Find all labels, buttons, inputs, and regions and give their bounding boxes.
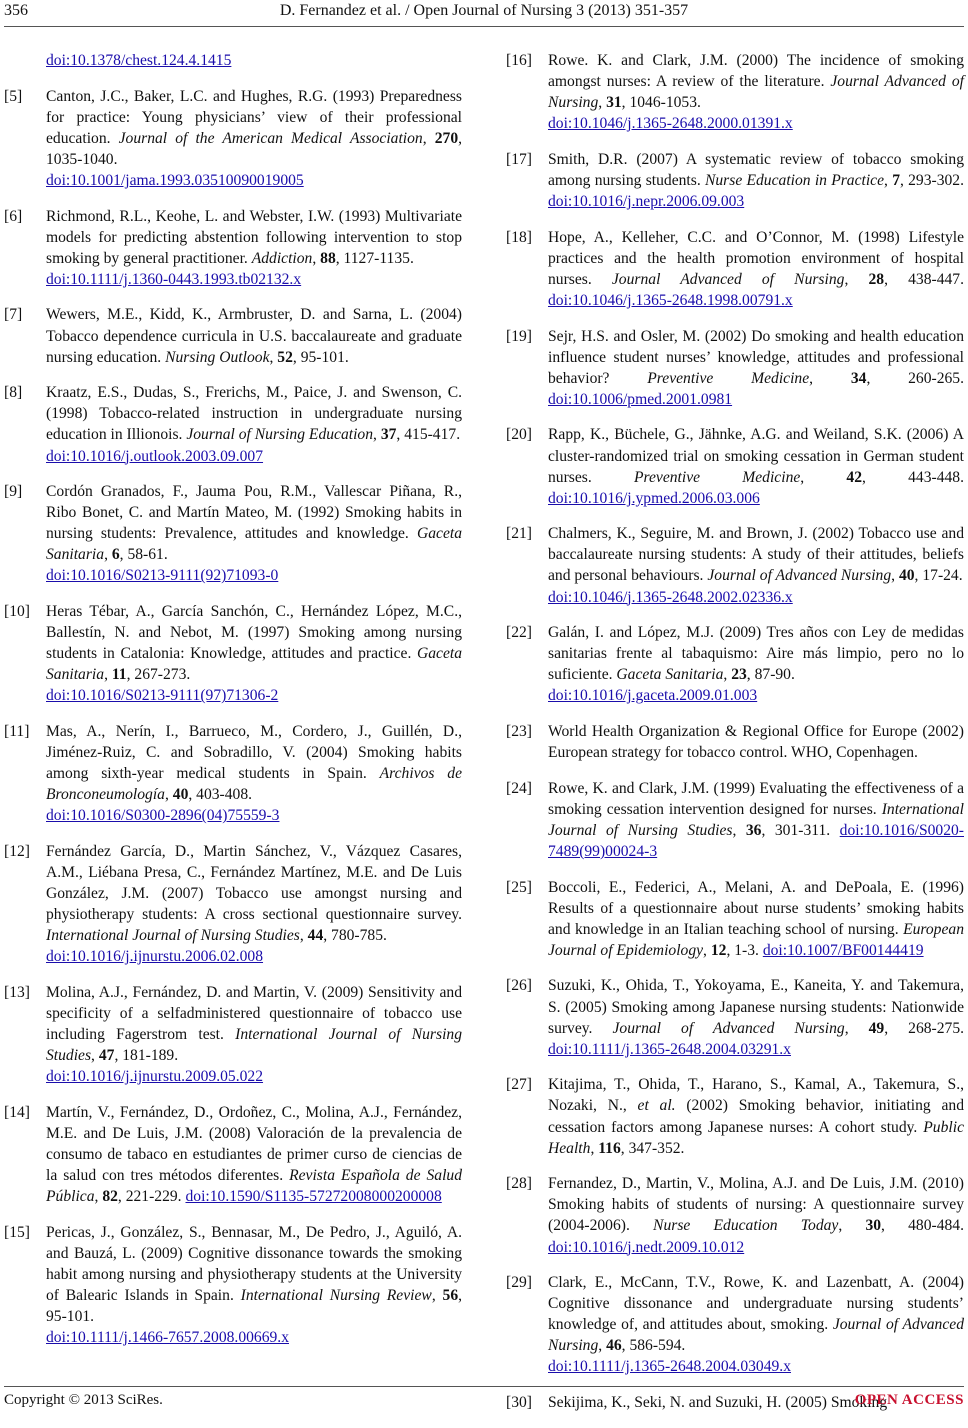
reference-separator: , xyxy=(590,1139,599,1157)
reference-authors: Wewers, M.E., Kidd, K., Armbruster, D. and Sarna, L. (2004) Tobacco dependence curricula in U.S. baccalaureate and graduate nursing education. xyxy=(46,306,462,366)
reference-number: [5] xyxy=(4,87,23,105)
reference-volume: 30 xyxy=(865,1217,882,1235)
reference-number: [17] xyxy=(506,150,532,168)
reference-authors: Rapp, K., Büchele, G., Jähnke, A.G. and Weiland, S.K. (2006) A cluster-randomized trial on smoking cessation in German student nurses. xyxy=(548,426,964,486)
reference-pages: , 586-594. xyxy=(621,1337,686,1355)
reference-entry xyxy=(4,1222,462,1349)
doi-link[interactable]: doi:10.1111/j.1365-2648.2004.03049.x xyxy=(548,1358,791,1376)
reference-number: [10] xyxy=(4,603,30,621)
reference-separator: , xyxy=(422,129,435,147)
doi-link[interactable]: doi:10.1016/j.nedt.2009.10.012 xyxy=(548,1238,745,1256)
reference-entry xyxy=(506,721,964,763)
reference-volume: 47 xyxy=(98,1047,115,1065)
reference-volume: 88 xyxy=(320,249,336,267)
doi-link[interactable]: doi:10.1006/pmed.2001.0981 xyxy=(548,390,733,408)
reference-journal: Journal of Nursing Education xyxy=(186,426,374,444)
reference-pages: , 1046-1053. xyxy=(621,94,701,112)
reference-separator: , xyxy=(891,567,899,585)
reference-pages: , 87-90. xyxy=(746,666,795,684)
reference-separator: , xyxy=(312,249,321,267)
reference-journal: International Journal of Nursing Studies xyxy=(46,927,300,945)
reference-entry xyxy=(4,382,462,466)
running-title: D. Fernandez et al. / Open Journal of Nursing 3 (2013) 351-357 xyxy=(279,2,689,19)
reference-separator: , xyxy=(104,546,112,564)
reference-authors: Kraatz, E.S., Dudas, S., Frerichs, M., Paice, J. and Swenson, C. (1998) Tobacco-related instruction in undergraduate nursing education in Illionois. xyxy=(46,384,462,444)
reference-authors: Galán, I. and López, M.J. (2009) Tres años con Ley de medidas sanitarias frente al tabaquismo: Aire más limpio, pero no lo suficiente. xyxy=(548,624,964,684)
reference-volume: 31 xyxy=(606,94,622,112)
reference-volume: 28 xyxy=(868,270,885,288)
reference-number: [14] xyxy=(4,1104,30,1122)
reference-pages: , 780-785. xyxy=(323,927,387,945)
reference-journal: Gaceta Sanitaria xyxy=(46,645,462,684)
reference-text xyxy=(548,525,964,607)
reference-volume: 52 xyxy=(277,348,293,366)
reference-number: [25] xyxy=(506,878,532,896)
reference-entry xyxy=(506,778,964,862)
doi-link[interactable]: doi:10.1111/j.1466-7657.2008.00669.x xyxy=(46,1329,289,1347)
reference-continuation xyxy=(4,50,462,71)
reference-text xyxy=(46,88,462,191)
reference-text xyxy=(548,426,964,506)
reference-number: [15] xyxy=(4,1224,30,1241)
doi-link[interactable]: doi:10.1111/j.1360-0443.1993.tb02132.x xyxy=(46,270,302,288)
reference-text xyxy=(46,483,462,586)
reference-entry xyxy=(506,877,964,961)
reference-number: [27] xyxy=(506,1076,532,1094)
doi-link[interactable]: doi:10.1111/j.1365-2648.2004.03291.x xyxy=(548,1040,791,1058)
reference-journal: International Journal of Nursing Studies xyxy=(46,1026,462,1065)
reference-number: [30] xyxy=(506,1394,532,1412)
reference-pages: , 268-275. xyxy=(884,1019,965,1037)
doi-link[interactable]: doi:10.1016/j.ijnurstu.2006.02.008 xyxy=(46,948,264,966)
reference-separator: , xyxy=(844,270,869,288)
reference-journal: Journal Advanced of Nursing xyxy=(548,73,964,112)
reference-number: [9] xyxy=(4,483,23,501)
footer-rule xyxy=(4,1386,964,1387)
reference-number: [26] xyxy=(506,977,532,995)
reference-number: [16] xyxy=(506,52,532,69)
reference-volume: 23 xyxy=(731,666,747,684)
reference-pages: , 415-417. xyxy=(396,426,461,444)
reference-authors: Chalmers, K., Seguire, M. and Brown, J. (2002) Tobacco use and baccalaureate nursing students: A study of their attitudes, beliefs and personal behaviours. xyxy=(548,525,964,585)
reference-text xyxy=(548,1076,964,1156)
copyright-notice: Copyright © 2013 SciRes. xyxy=(4,1392,163,1408)
reference-pages: , 403-408. xyxy=(188,786,253,804)
reference-pages: , 438-447. xyxy=(884,270,964,288)
reference-journal: Preventive Medicine xyxy=(647,369,810,387)
reference-entry xyxy=(4,206,462,290)
reference-pages: , 443-448. xyxy=(862,468,965,486)
reference-entry xyxy=(506,227,964,311)
header-rule xyxy=(4,26,964,27)
reference-separator: , xyxy=(703,941,711,959)
reference-pages: , 480-484. xyxy=(881,1217,964,1235)
reference-pages: , 260-265. xyxy=(866,369,964,387)
reference-authors: Boccoli, E., Federici, A., Melani, A. and DePoala, E. (1996) Results of a questionnaire about nurse students’ smoking habits and knowledge in an Italian teaching school of nursing. xyxy=(548,878,964,938)
reference-volume: 6 xyxy=(111,546,120,564)
reference-number: [18] xyxy=(506,228,532,246)
doi-link[interactable]: doi:10.1016/S0300-2896(04)75559-3 xyxy=(46,807,280,825)
reference-volume: 46 xyxy=(606,1337,622,1355)
reference-authors: Kitajima, T., Ohida, T., Harano, S., Kamal, A., Takemura, S., Nozaki, N., xyxy=(548,1076,964,1115)
reference-journal: Journal of Advanced Nursing xyxy=(548,1316,964,1355)
reference-entry xyxy=(506,975,964,1059)
reference-entry xyxy=(506,1074,964,1158)
reference-number: [12] xyxy=(4,843,30,860)
reference-text xyxy=(548,229,964,309)
reference-authors: Canton, J.C., Baker, L.C. and Hughes, R.G. (1993) Preparedness for practice: Young physicians’ view of their professional education. xyxy=(46,87,462,147)
doi-link[interactable]: doi:10.1016/S0213-9111(97)71306-2 xyxy=(46,687,279,705)
reference-entry xyxy=(506,1272,964,1377)
reference-separator: , xyxy=(431,1287,443,1305)
reference-separator: , xyxy=(91,1047,99,1065)
reference-entry xyxy=(4,304,462,367)
reference-text xyxy=(46,984,462,1087)
reference-authors: Smith, D.R. (2007) A systematic review of tobacco smoking among nursing students. xyxy=(548,150,964,189)
reference-authors: Martín, V., Fernández, D., Ordoñez, C., Molina, A.J., Fernández, M.E. and De Luis, J.M. (2008) Valoración de la prevalencia de consumo de tabaco en estudiantes de primer curso de ciencias de la salud con tres métodos diferentes. xyxy=(46,1104,462,1185)
doi-link[interactable]: doi:10.1016/S0213-9111(92)71093-0 xyxy=(46,567,279,585)
reference-authors: World Health Organization & Regional Office for Europe (2002) European strategy for tobacco control. WHO, Copenhagen. xyxy=(548,723,964,762)
reference-text xyxy=(46,843,462,968)
reference-separator: , xyxy=(94,1188,103,1206)
reference-separator: , xyxy=(884,171,893,189)
reference-number: [22] xyxy=(506,624,532,642)
reference-pages: , 17-24. xyxy=(914,567,963,585)
reference-text xyxy=(548,723,964,761)
doi-link[interactable]: doi:10.1590/S1135-57272008000200008 xyxy=(185,1188,442,1206)
doi-link[interactable]: doi:10.1016/j.ypmed.2006.03.006 xyxy=(548,489,760,507)
reference-volume: 12 xyxy=(710,941,727,959)
reference-text xyxy=(548,52,964,134)
doi-link[interactable]: doi:10.1001/jama.1993.03510090019005 xyxy=(46,171,304,189)
reference-volume: 37 xyxy=(380,426,397,444)
reference-separator: , xyxy=(838,1217,866,1235)
reference-entry xyxy=(4,721,462,826)
reference-number: [7] xyxy=(4,306,23,324)
reference-journal: International Journal of Nursing Studies xyxy=(548,800,964,839)
reference-volume: 40 xyxy=(898,567,915,585)
reference-separator: , xyxy=(373,426,381,444)
reference-authors: Rowe. K. and Clark, J.M. (2000) The incidence of smoking amongst nurses: A review of the literature. xyxy=(548,52,964,91)
reference-entry xyxy=(4,86,462,191)
references-left-column xyxy=(4,50,462,1363)
doi-link[interactable]: doi:10.1046/j.1365-2648.2000.01391.x xyxy=(548,115,793,133)
reference-separator: , xyxy=(269,348,278,366)
reference-volume: 116 xyxy=(598,1139,621,1157)
reference-journal: Journal Advanced of Nursing xyxy=(611,270,845,288)
reference-pages: , 1-3. xyxy=(726,941,763,959)
open-access-label: OPEN ACCESS xyxy=(854,1392,964,1408)
reference-text xyxy=(548,151,964,210)
reference-separator: , xyxy=(598,94,607,112)
page-footer xyxy=(0,1392,968,1414)
reference-volume: 49 xyxy=(868,1019,885,1037)
reference-authors: Molina, A.J., Fernández, D. and Martin, V. (2009) Sensitivity and specificity of a selfadministered questionnaire of tobacco use including Fagerstrom test. xyxy=(46,984,462,1044)
reference-journal: Addiction xyxy=(251,249,313,267)
reference-journal: Nursing Outlook xyxy=(165,348,270,366)
reference-text xyxy=(548,780,964,860)
reference-authors: Fernandez, D., Martin, V., Molina, A.J. and De Luis, J.M. (2010) Smoking habits of students of nursing: A questionnaire survey (2004-2006). xyxy=(548,1175,964,1235)
reference-volume: 36 xyxy=(745,821,762,839)
reference-entry xyxy=(506,622,964,706)
doi-link[interactable]: doi:10.1016/S0020-7489(99)00024-3 xyxy=(548,821,964,860)
reference-pages: , 95-101. xyxy=(46,1287,463,1326)
reference-authors: Heras Tébar, A., García Sanchón, C., Hernández López, M.C., Ballestín, N. and Nebot, M. (1997) Smoking among nursing students in Catalonia: Knowledge, attitudes and practice. xyxy=(46,603,462,663)
reference-separator: , xyxy=(299,927,308,945)
reference-journal: Journal of Advanced Nursing xyxy=(612,1019,845,1037)
reference-etal: et al. xyxy=(637,1097,676,1115)
reference-volume: 42 xyxy=(846,468,863,486)
reference-authors: Clark, E., McCann, T.V., Rowe, K. and Lazenbatt, A. (2004) Cognitive dissonance and undergraduate nursing students’ knowledge of, and attitudes about, smoking. xyxy=(548,1274,964,1334)
doi-link[interactable]: doi:10.1016/j.nepr.2006.09.003 xyxy=(548,193,745,211)
reference-journal: Archivos de Bronconeumología xyxy=(46,765,462,804)
reference-authors: Suzuki, K., Ohida, T., Yokoyama, E., Kaneita, Y. and Takemura, S. (2005) Smoking among Japanese nursing students: Nationwide survey. xyxy=(548,977,964,1037)
page-number: 356 xyxy=(4,2,28,19)
reference-volume: 82 xyxy=(102,1188,118,1206)
reference-text xyxy=(46,603,462,706)
reference-number: [21] xyxy=(506,525,532,543)
reference-separator: , xyxy=(104,666,112,684)
reference-authors: Sekijima, K., Seki, N. and Suzuki, H. (2005) Smoking xyxy=(548,1394,888,1412)
reference-authors: Rowe, K. and Clark, J.M. (1999) Evaluating the effectiveness of a smoking cessation intervention designed for nurses. xyxy=(548,779,964,818)
reference-volume: 44 xyxy=(307,927,324,945)
reference-separator: , xyxy=(723,666,732,684)
reference-number: [29] xyxy=(506,1274,532,1292)
doi-link[interactable]: doi:10.1378/chest.124.4.1415 xyxy=(46,52,232,69)
reference-text xyxy=(548,1274,964,1377)
reference-text xyxy=(548,328,964,408)
reference-journal: International Nursing Review xyxy=(240,1287,432,1305)
reference-pages: , 221-229. xyxy=(117,1188,186,1206)
reference-authors: Richmond, R.L., Keohe, L. and Webster, I.W. (1993) Multivariate models for predicting abstention following intervention to stop smoking by general practitioner. xyxy=(46,207,462,267)
reference-volume: 56 xyxy=(442,1287,459,1305)
reference-entry xyxy=(506,149,964,212)
reference-number: [28] xyxy=(506,1175,532,1193)
reference-journal: Gaceta Sanitaria xyxy=(46,525,462,564)
reference-entry xyxy=(4,982,462,1087)
reference-pages: , 267-273. xyxy=(126,666,191,684)
reference-journal: Public Health xyxy=(548,1118,964,1157)
reference-pages: , 181-189. xyxy=(114,1047,179,1065)
reference-pages: , 95-101. xyxy=(292,348,349,366)
reference-title: (2002) Smoking behavior, initiating and cessation factors among Japanese nurses: A cohort study. xyxy=(548,1097,964,1136)
reference-pages: , 1127-1135. xyxy=(335,249,414,267)
reference-entry xyxy=(4,481,462,586)
reference-journal: Journal of Advanced Nursing xyxy=(707,567,892,585)
reference-authors: Fernández García, D., Martin Sánchez, V., Vázquez Casares, A.M., Liébana Presa, C., Fernández Martínez, M.E. and De Luis González, J.M. (2007) Tobacco use amongst nursing and physiotherapy students: A cross sectional questionnaire survey. xyxy=(46,843,462,924)
doi-link[interactable]: doi:10.1016/j.gaceta.2009.01.003 xyxy=(548,687,758,705)
reference-entry xyxy=(506,50,964,134)
reference-number: [6] xyxy=(4,207,23,225)
reference-number: [23] xyxy=(506,723,532,741)
reference-authors: Sejr, H.S. and Osler, M. (2002) Do smoking and health education influence student nurses’ knowledge, attitudes and professional behavior? xyxy=(548,327,964,387)
reference-entry xyxy=(4,601,462,706)
reference-text xyxy=(548,1175,964,1255)
doi-link[interactable]: doi:10.1046/j.1365-2648.1998.00791.x xyxy=(548,291,793,309)
reference-journal: Revista Española de Salud Pública xyxy=(46,1167,462,1206)
reference-separator: , xyxy=(732,821,746,839)
reference-separator: , xyxy=(164,786,173,804)
reference-number: [13] xyxy=(4,984,30,1002)
reference-text xyxy=(548,879,964,959)
reference-volume: 11 xyxy=(111,666,127,684)
reference-number: [19] xyxy=(506,327,532,345)
reference-separator: , xyxy=(844,1019,869,1037)
reference-journal: European Journal of Epidemiology xyxy=(548,920,964,959)
reference-authors: Mas, A., Nerín, I., Barrueco, M., Cordero, J., Guillén, D., Jiménez-Ruiz, C. and Sobradillo, V. (2004) Smoking habits among sixth-year medical students in Spain. xyxy=(46,723,462,783)
reference-text xyxy=(548,977,964,1057)
reference-volume: 270 xyxy=(434,129,459,147)
reference-text xyxy=(46,384,462,466)
reference-pages: , 301-311. xyxy=(761,821,840,839)
reference-pages: , 58-61. xyxy=(119,546,168,564)
reference-volume: 7 xyxy=(892,171,900,189)
reference-volume: 40 xyxy=(172,786,189,804)
references-right-column xyxy=(506,50,964,1428)
reference-journal: Nurse Education in Practice xyxy=(704,171,885,189)
reference-entry xyxy=(506,424,964,508)
reference-text xyxy=(46,723,462,826)
reference-authors: Pericas, J., González, S., Bennasar, M., De Pedro, J., Aguiló, A. and Bauzá, L. (2009) Cognitive dissonance towards the smoking habit among nursing and physiotherapy students at the University of Balearic Islands in Spain. xyxy=(46,1224,462,1305)
reference-number: [11] xyxy=(4,723,30,741)
doi-link[interactable]: doi:10.1046/j.1365-2648.2002.02336.x xyxy=(548,588,793,606)
reference-text xyxy=(46,1104,462,1205)
reference-pages: , 347-352. xyxy=(620,1139,685,1157)
reference-entry xyxy=(4,1102,462,1207)
reference-entry xyxy=(506,523,964,607)
reference-authors: Hope, A., Kelleher, C.C. and O’Connor, M. (1998) Lifestyle practices and the health promotion environment of hospital nurses. xyxy=(548,228,964,288)
reference-volume: 34 xyxy=(850,369,867,387)
reference-journal: Preventive Medicine xyxy=(633,468,801,486)
reference-separator: , xyxy=(800,468,847,486)
reference-number: [20] xyxy=(506,426,532,444)
reference-separator: , xyxy=(598,1337,607,1355)
reference-journal: Journal of the American Medical Association xyxy=(118,129,423,147)
doi-link[interactable]: doi:10.1007/BF00144419 xyxy=(762,941,924,959)
reference-pages: , 1035-1040. xyxy=(46,129,463,168)
reference-text xyxy=(46,306,462,365)
reference-journal: Nurse Education Today xyxy=(653,1217,839,1235)
reference-number: [24] xyxy=(506,779,532,797)
reference-text xyxy=(548,624,964,706)
doi-link[interactable]: doi:10.1016/j.ijnurstu.2009.05.022 xyxy=(46,1068,264,1086)
reference-authors: Cordón Granados, F., Jauma Pou, R.M., Vallescar Piñana, R., Ribo Bonet, C. and Martín Mateo, M. (1992) Smoking habits in nursing students: Prevalence, attitudes and knowledge. xyxy=(46,483,462,543)
reference-entry xyxy=(4,841,462,968)
reference-number: [8] xyxy=(4,384,23,402)
reference-text xyxy=(46,208,462,290)
reference-pages: , 293-302. xyxy=(899,171,965,189)
reference-text xyxy=(46,1224,462,1349)
reference-journal: Gaceta Sanitaria xyxy=(616,666,724,684)
reference-entry xyxy=(506,326,964,410)
doi-link[interactable]: doi:10.1016/j.outlook.2003.09.007 xyxy=(46,447,264,465)
reference-entry xyxy=(506,1173,964,1257)
reference-separator: , xyxy=(809,369,851,387)
